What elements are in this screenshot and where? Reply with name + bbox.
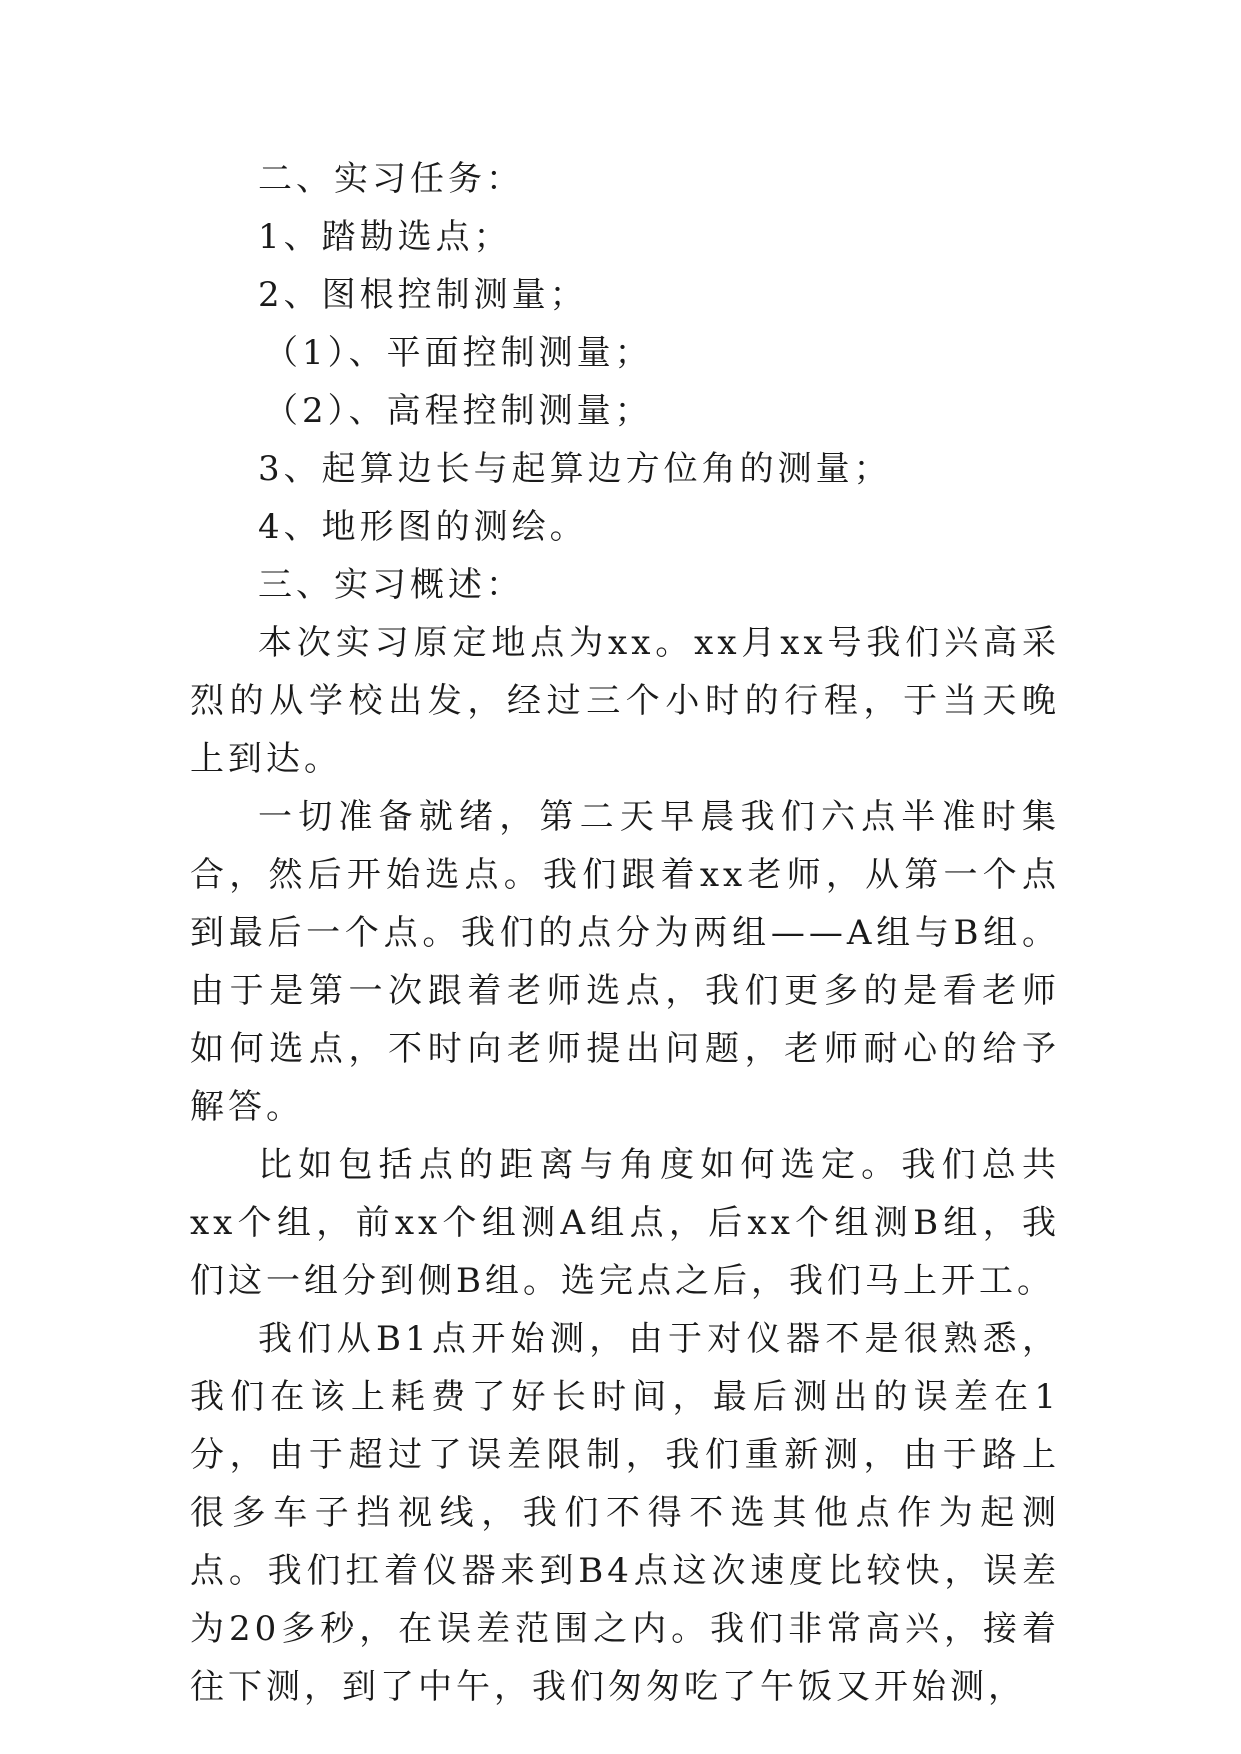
task-item-2: 2、图根控制测量； bbox=[258, 275, 588, 315]
task-item-4: 4、地形图的测绘。 bbox=[258, 507, 588, 547]
task-item-1: 1、踏勘选点； bbox=[258, 217, 512, 257]
section-heading-tasks: 二、实习任务： bbox=[258, 159, 524, 199]
paragraph-1: 本次实习原定地点为xx。xx月xx号我们兴高采烈的从学校出发，经过三个小时的行程，于当天晚上到达。 bbox=[190, 623, 1060, 779]
paragraph-4: 我们从B1点开始测，由于对仪器不是很熟悉，我们在该上耗费了好长时间，最后测出的误差在1分，由于超过了误差限制，我们重新测，由于路上很多车子挡视线，我们不得不选其他点作为起测点。我们扛着仪器来到B4点这次速度比较快，误差为20多秒，在误差范围之内。我们非常高兴，接着往下测，到了中午，我们匆匆吃了午饭又开始测， bbox=[190, 1319, 1060, 1707]
document-body bbox=[190, 150, 1060, 1716]
task-subitem-1: （1）、平面控制测量； bbox=[264, 333, 653, 373]
task-subitem-2: （2）、高程控制测量； bbox=[264, 391, 653, 431]
section-heading-overview: 三、实习概述： bbox=[258, 565, 524, 605]
paragraph-3: 比如包括点的距离与角度如何选定。我们总共xx个组，前xx个组测A组点，后xx个组测B组，我们这一组分到侧B组。选完点之后，我们马上开工。 bbox=[190, 1145, 1060, 1301]
paragraph-2: 一切准备就绪，第二天早晨我们六点半准时集合，然后开始选点。我们跟着xx老师，从第一个点到最后一个点。我们的点分为两组——A组与B组。由于是第一次跟着老师选点，我们更多的是看老师如何选点，不时向老师提出问题，老师耐心的给予解答。 bbox=[190, 797, 1060, 1127]
task-item-3: 3、起算边长与起算边方位角的测量； bbox=[258, 449, 892, 489]
